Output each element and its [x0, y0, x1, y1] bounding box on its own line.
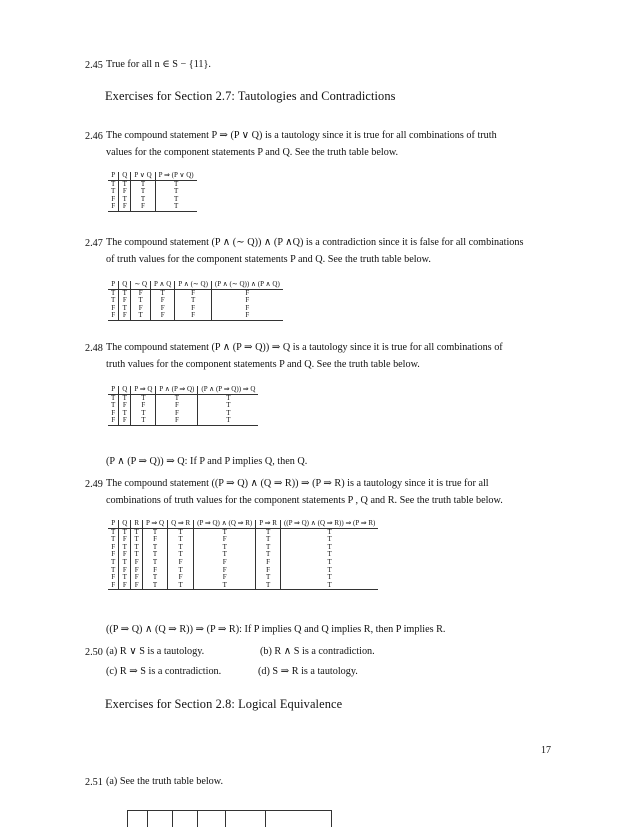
section-heading: Exercises for Section 2.7: Tautologies and Contradictions	[105, 89, 396, 103]
exercise-number: 2.49	[85, 479, 103, 490]
truth-table-partial	[127, 810, 332, 827]
header-cell: P ∧ (∼ Q)	[175, 281, 212, 289]
header-cell: Q	[119, 281, 131, 289]
table-cell: T	[143, 582, 168, 590]
table-cell: T	[143, 528, 168, 536]
table-cell: T	[155, 180, 196, 188]
exercise-part: (a) R ∨ S is a tautology.	[106, 646, 205, 657]
table-cell: T	[119, 305, 131, 313]
table-cell: T	[168, 551, 194, 559]
table-row	[108, 305, 283, 313]
table-cell: T	[151, 289, 175, 297]
table-cell: T	[194, 551, 256, 559]
table-cell: T	[119, 544, 131, 552]
truth-table	[108, 520, 378, 590]
table-row	[108, 410, 258, 418]
table-cell: T	[168, 582, 194, 590]
table-cell: F	[143, 567, 168, 575]
table-cell: T	[131, 551, 143, 559]
table-cell: T	[131, 180, 155, 188]
table-cell: T	[198, 417, 259, 425]
table-cell: F	[194, 567, 256, 575]
table-row	[108, 582, 378, 590]
header-cell: P	[108, 281, 119, 289]
table-cell: T	[280, 528, 378, 536]
table-cell: T	[111, 527, 116, 536]
table-cell: F	[111, 194, 116, 203]
table-cell: F	[256, 567, 281, 575]
table-row	[108, 559, 378, 567]
exercise-number: 2.50	[85, 647, 103, 658]
table-cell: F	[175, 312, 212, 320]
table-cell: F	[131, 559, 143, 567]
table-header-row	[108, 386, 258, 394]
table-cell: T	[131, 410, 156, 418]
table-cell: F	[151, 305, 175, 313]
table-cell: F	[156, 402, 198, 410]
header-cell: P	[108, 172, 119, 180]
table-row	[108, 196, 197, 204]
table-cell: F	[131, 305, 151, 313]
table-cell: F	[119, 567, 131, 575]
table-cell: T	[194, 582, 256, 590]
table-cell: T	[119, 574, 131, 582]
table-cell: T	[119, 528, 131, 536]
table-cell: T	[175, 297, 212, 305]
table-cell: T	[131, 417, 156, 425]
exercise-part: (c) R ⇒ S is a contradiction.	[106, 666, 222, 677]
table-cell: F	[194, 574, 256, 582]
table-cell: T	[155, 196, 196, 204]
table-cell: F	[111, 580, 116, 589]
table-cell: T	[131, 544, 143, 552]
table-cell: F	[111, 542, 116, 551]
table-row	[108, 528, 378, 536]
table-cell: F	[119, 536, 131, 544]
truth-table	[108, 281, 283, 321]
table-cell: T	[198, 402, 259, 410]
table-cell: T	[256, 551, 281, 559]
table-cell: T	[131, 536, 143, 544]
table-cell: T	[168, 567, 194, 575]
header-cell: (P ⇒ Q) ∧ (Q ⇒ R)	[194, 520, 256, 528]
header-cell: R	[131, 520, 143, 528]
table-cell: T	[155, 188, 196, 196]
exercise-text: ((P ⇒ Q) ∧ (Q ⇒ R)) ⇒ (P ⇒ R): If P implies Q and Q implies R, then P implies R.	[106, 624, 446, 635]
table-cell: F	[119, 582, 131, 590]
exercise-number: 2.48	[85, 343, 103, 354]
table-row	[108, 402, 258, 410]
exercise-text: combinations of truth values for the component statements P , Q and R. See the truth table below.	[106, 495, 503, 506]
table-cell: F	[111, 311, 116, 320]
table-cell: T	[280, 536, 378, 544]
table-cell: T	[131, 188, 155, 196]
table-cell: T	[156, 394, 198, 402]
header-cell: Q	[119, 520, 131, 528]
table-cell: T	[256, 582, 281, 590]
header-cell: P ⇒ R	[256, 520, 281, 528]
table-row	[108, 544, 378, 552]
table-header-row	[108, 172, 197, 180]
table-cell: T	[111, 179, 116, 188]
header-cell: P ⇒ (P ∨ Q)	[155, 172, 196, 180]
table-cell: F	[211, 312, 282, 320]
table-cell: F	[119, 551, 131, 559]
table-cell: F	[111, 550, 116, 559]
header-cell: Q ⇒ R	[168, 520, 194, 528]
table-cell: T	[198, 394, 259, 402]
table-cell: T	[155, 203, 196, 211]
table-cell: F	[131, 567, 143, 575]
table-cell: T	[168, 528, 194, 536]
table-cell: F	[111, 202, 116, 211]
table-cell: F	[256, 559, 281, 567]
header-cell: (P ∧ (∼ Q)) ∧ (P ∧ Q)	[211, 281, 282, 289]
table-cell: T	[256, 544, 281, 552]
table-row	[108, 180, 197, 188]
table-cell: F	[194, 536, 256, 544]
table-cell: T	[168, 544, 194, 552]
table-cell: T	[194, 544, 256, 552]
table-cell: T	[256, 574, 281, 582]
table-cell: T	[194, 528, 256, 536]
table-row	[108, 536, 378, 544]
table-cell: T	[280, 582, 378, 590]
table-cell: T	[143, 574, 168, 582]
header-cell: P ∧ (P ⇒ Q)	[156, 386, 198, 394]
table-cell: T	[131, 528, 143, 536]
exercise-text: The compound statement (P ∧ (∼ Q)) ∧ (P ∧Q) is a contradiction since it is false for all combinations	[106, 237, 524, 248]
table-row	[108, 203, 197, 211]
table-cell: F	[175, 305, 212, 313]
table-cell: F	[131, 203, 155, 211]
table-cell: F	[131, 574, 143, 582]
header-cell: P ∨ Q	[131, 172, 155, 180]
table-header-row	[108, 520, 378, 528]
table-cell: F	[119, 297, 131, 305]
table-header-row	[108, 281, 283, 289]
exercise-number: 2.47	[85, 238, 103, 249]
header-cell: ((P ⇒ Q) ∧ (Q ⇒ R)) ⇒ (P ⇒ R)	[280, 520, 378, 528]
table-cell: F	[131, 289, 151, 297]
table-cell: T	[111, 401, 116, 410]
table-cell: T	[143, 544, 168, 552]
table-cell: T	[280, 574, 378, 582]
header-cell: P ∧ Q	[151, 281, 175, 289]
exercise-text: values for the component statements P and Q. See the truth table below.	[106, 147, 399, 158]
table-cell: F	[119, 203, 131, 211]
table-cell: T	[280, 559, 378, 567]
exercise-text: The compound statement ((P ⇒ Q) ∧ (Q ⇒ R)) ⇒ (P ⇒ R) is a tautology since it is true for all	[106, 478, 489, 489]
table-cell: T	[280, 551, 378, 559]
table-cell: T	[198, 410, 259, 418]
exercise-part: (d) S ⇒ R is a tautology.	[258, 666, 358, 677]
header-cell: P	[108, 520, 119, 528]
section-heading: Exercises for Section 2.8: Logical Equivalence	[105, 697, 343, 711]
table-cell: T	[131, 196, 155, 204]
table-cell: F	[119, 188, 131, 196]
table-cell: T	[280, 544, 378, 552]
table-cell: F	[151, 312, 175, 320]
header-cell: (P ∧ (P ⇒ Q)) ⇒ Q	[198, 386, 259, 394]
table-cell: F	[131, 582, 143, 590]
exercise-text: (a) See the truth table below.	[106, 776, 224, 787]
table-cell: T	[131, 394, 156, 402]
header-cell: ∼ Q	[131, 281, 151, 289]
exercise-number: 2.46	[85, 131, 103, 142]
table-cell: T	[256, 528, 281, 536]
table-cell: T	[143, 559, 168, 567]
header-cell: Q	[119, 386, 131, 394]
table-cell: T	[131, 297, 151, 305]
table-cell: T	[111, 557, 116, 566]
table-cell: F	[119, 402, 131, 410]
table-cell: F	[194, 559, 256, 567]
table-row	[108, 394, 258, 402]
table-cell: T	[143, 551, 168, 559]
page-number: 17	[541, 745, 551, 756]
table-cell: F	[151, 297, 175, 305]
table-cell: T	[168, 536, 194, 544]
table-cell: T	[111, 288, 116, 297]
table-cell: T	[111, 187, 116, 196]
table-cell: T	[280, 567, 378, 575]
table-cell: T	[119, 394, 131, 402]
table-row	[108, 289, 283, 297]
exercise-text: (P ∧ (P ⇒ Q)) ⇒ Q: If P and P implies Q, then Q.	[106, 456, 308, 467]
header-cell: P ⇒ Q	[143, 520, 168, 528]
table-cell: F	[143, 536, 168, 544]
exercise-number: 2.51	[85, 777, 103, 788]
table-cell: F	[156, 410, 198, 418]
table-cell: T	[111, 565, 116, 574]
table-cell: F	[111, 408, 116, 417]
header-cell: Q	[119, 172, 131, 180]
header-cell: P ⇒ Q	[131, 386, 156, 394]
table-cell: T	[131, 312, 151, 320]
exercise-number: 2.45	[85, 60, 103, 71]
exercise-part: (b) R ∧ S is a contradiction.	[260, 646, 375, 657]
table-cell: F	[119, 312, 131, 320]
table-cell: F	[131, 402, 156, 410]
header-cell: P	[108, 386, 119, 394]
table-cell: F	[168, 574, 194, 582]
truth-table	[108, 386, 258, 426]
exercise-text: truth values for the component statements P and Q. See the truth table below.	[106, 359, 420, 370]
table-cell: T	[119, 180, 131, 188]
exercise-text: The compound statement P ⇒ (P ∨ Q) is a tautology since it is true for all combinations of truth	[106, 130, 497, 141]
table-cell: F	[168, 559, 194, 567]
table-cell: T	[119, 196, 131, 204]
table-cell: T	[111, 535, 116, 544]
table-row	[108, 574, 378, 582]
table-row	[108, 551, 378, 559]
exercise-text: The compound statement (P ∧ (P ⇒ Q)) ⇒ Q is a tautology since it is true for all combinations of	[106, 342, 503, 353]
table-cell: F	[111, 573, 116, 582]
table-cell: F	[211, 297, 282, 305]
table-cell: T	[111, 393, 116, 402]
table-row	[108, 312, 283, 320]
table-cell: F	[156, 417, 198, 425]
table-cell: T	[119, 559, 131, 567]
table-cell: F	[111, 416, 116, 425]
table-row	[108, 297, 283, 305]
table-cell: T	[256, 536, 281, 544]
table-row	[108, 567, 378, 575]
table-cell: T	[119, 410, 131, 418]
table-row	[108, 188, 197, 196]
table-cell: F	[211, 305, 282, 313]
table-row	[108, 417, 258, 425]
truth-table	[108, 172, 197, 212]
table-cell: F	[111, 303, 116, 312]
exercise-text: of truth values for the component statements P and Q. See the truth table below.	[106, 254, 431, 265]
table-cell: T	[111, 296, 116, 305]
exercise-text: True for all n ∈ S − {11}.	[106, 59, 211, 70]
table-cell: F	[175, 289, 212, 297]
table-cell: T	[119, 289, 131, 297]
table-cell: F	[119, 417, 131, 425]
table-cell: F	[211, 289, 282, 297]
